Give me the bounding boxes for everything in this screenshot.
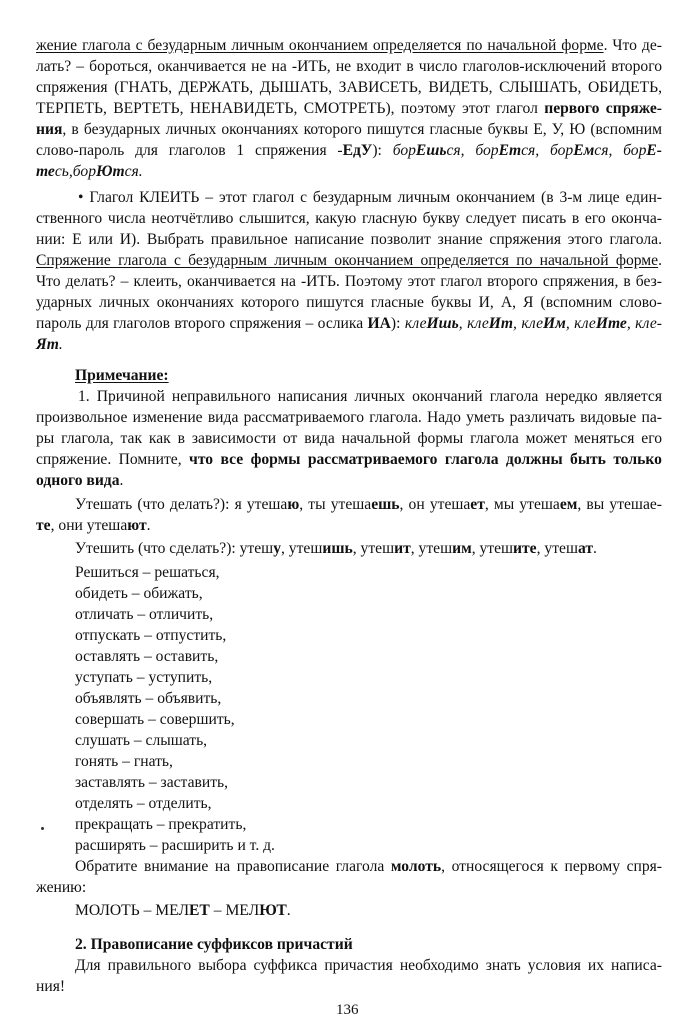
verb-stem: бор — [392, 142, 416, 159]
text-span: . — [58, 336, 63, 353]
text-line: спряжения (ГНАТЬ, ДЕРЖАТЬ, ДЫШАТЬ, ЗАВИСЕТЬ, ВИДЕТЬ, СЛЫШАТЬ, ОБИДЕТЬ, — [36, 79, 662, 96]
verb-ending: Ют — [96, 163, 125, 180]
note-heading — [75, 366, 662, 387]
text-line — [36, 162, 662, 183]
list-item: гонять – гнать, — [75, 753, 173, 770]
text-line — [75, 539, 662, 560]
verb-stem: , кле — [513, 315, 544, 332]
verb-ending: ем — [559, 496, 578, 513]
bold-text: молоть — [390, 858, 442, 875]
verb-ending: ЮТ — [259, 902, 287, 919]
text-span: . — [286, 902, 291, 919]
text-line — [36, 141, 662, 162]
text-line: лать? – бороться, оканчивается не на -ИТЬ, не входит в число глаголов-исключений второго — [36, 58, 662, 75]
bullet-line: • Глагол КЛЕИТЬ – этот глагол с безударным личным окончанием (в 3-м лице един- — [78, 189, 662, 206]
list-item: объявлять – объявить, — [75, 690, 222, 707]
list-item: расширять – расширить и т. д. — [75, 837, 275, 854]
note-title: Примечание: — [75, 367, 169, 384]
text-line: Что делать? – клеить, оканчивается на -ИТЬ. Поэтому этот глагол второго спряжения, в без- — [36, 273, 662, 290]
text-line: произвольное изменение вида рассматриваемого глагола. Надо уметь различать видовые па- — [36, 409, 662, 426]
verb-ending: ЕТ — [189, 902, 210, 919]
text-line — [36, 335, 662, 356]
text-span: , утеш — [536, 540, 578, 557]
text-line — [36, 251, 662, 272]
text-span: . — [119, 472, 124, 489]
verb-ending: ю — [287, 496, 300, 513]
verb-ending: им — [452, 540, 472, 557]
text-span: , он утеша — [399, 496, 471, 513]
text-span: , утеш — [410, 540, 453, 557]
page-number: 136 — [336, 1002, 359, 1018]
text-span: Утешать (что делать?): я утеша — [75, 496, 288, 513]
underlined-rule: жение глагола с безударным личным окончанием определяется по начальной форме — [36, 37, 604, 54]
scan-speck — [41, 827, 44, 830]
text-line — [36, 450, 662, 471]
text-span: ТЕРПЕТЬ, ВЕРТЕТЬ, НЕНАВИДЕТЬ, СМОТРЕТЬ), поэтому этот глагол — [36, 100, 545, 117]
list-item: прекращать – прекратить, — [75, 816, 247, 833]
bold-text: что все формы рассматриваемого глагола должны быть только — [189, 451, 662, 468]
text-line — [36, 99, 662, 120]
list-item: заставлять – заставить, — [75, 774, 229, 791]
verb-ending: у — [273, 540, 281, 557]
text-line — [75, 495, 662, 516]
list-item: отделять – отделить, — [75, 795, 212, 812]
verb-ending: те — [36, 163, 55, 180]
verb-stem: ся, — [594, 142, 624, 159]
verb-ending: Им — [543, 315, 566, 332]
verb-stem: бор — [623, 142, 647, 159]
bold-text: ния — [36, 121, 63, 138]
verb-stem: бор — [475, 142, 499, 159]
text-span: МОЛОТЬ – МЕЛ — [75, 902, 190, 919]
text-line — [36, 120, 662, 141]
text-span: . — [593, 540, 597, 557]
list-item: отличать – отличить, — [75, 606, 214, 623]
verb-ending: ешь — [371, 496, 400, 513]
verb-ending: ат — [577, 540, 594, 557]
bold-text: первого спряже- — [544, 100, 662, 117]
text-span: . — [146, 517, 151, 534]
text-line: ния! — [36, 978, 66, 995]
text-span: – МЕЛ — [209, 902, 260, 919]
text-span: , мы утеша — [484, 496, 560, 513]
text-line: ударных личных окончаниях которого пишутся гласные буквы И, А, Я (вспомним слово- — [36, 294, 662, 311]
verb-ending: Е- — [646, 142, 662, 159]
text-span: ): — [390, 315, 405, 332]
verb-stem: , кле- — [626, 315, 662, 332]
text-line — [36, 471, 662, 492]
section-heading: 2. Правописание суффиксов причастий — [75, 936, 353, 953]
text-line: ры глагола, так как в зависимости от вида начальной формы глагола может меняться его — [36, 430, 662, 447]
verb-ending: ет — [470, 496, 485, 513]
verb-ending: Ишь — [426, 315, 459, 332]
text-span: , утеш — [280, 540, 323, 557]
verb-stem: , кле — [565, 315, 596, 332]
underlined-rule: Спряжение глагола с безударным личным окончанием определяется по начальной форме — [36, 252, 659, 269]
text-line — [75, 901, 662, 922]
verb-stem: кле — [404, 315, 427, 332]
text-line: нии: Е или И). Выбрать правильное написание позволит знание спряжения этого глагола. — [36, 231, 662, 248]
verb-ending: ют — [127, 517, 147, 534]
verb-ending: ите — [513, 540, 537, 557]
text-line — [36, 36, 662, 57]
text-line: 1. Причиной неправильного написания личных окончаний глагола нередко является — [78, 388, 662, 405]
verb-ending: ит — [394, 540, 411, 557]
list-item: совершать – совершить, — [75, 711, 235, 728]
verb-ending: ишь — [322, 540, 353, 557]
bold-text: ИА — [367, 315, 391, 332]
verb-ending: те — [36, 517, 51, 534]
text-span: . — [658, 252, 662, 269]
text-span: , в безударных личных окончаниях которого пишутся гласные буквы Е, У, Ю (вспомним — [62, 121, 662, 138]
text-span: . Что де- — [603, 37, 662, 54]
bold-text: одного вида — [36, 472, 120, 489]
text-span: , утеш — [352, 540, 395, 557]
text-span: Обратите внимание на правописание глагола — [75, 858, 391, 875]
verb-ending: Ешь — [415, 142, 447, 159]
verb-ending: Ит — [488, 315, 514, 332]
text-span: , относящегося к первому спря- — [441, 858, 662, 875]
list-item: отпускать – отпустить, — [75, 627, 227, 644]
text-span: , ты утеша — [299, 496, 372, 513]
text-span: , утеш — [471, 540, 514, 557]
verb-stem: , кле — [458, 315, 489, 332]
list-item: слушать – слышать, — [75, 732, 208, 749]
text-span: Утешить (что сделать?): утеш — [75, 540, 274, 557]
list-item: обидеть – обижать, — [75, 585, 203, 602]
bold-text: ЕдУ — [342, 142, 373, 159]
list-item: Решиться – решаться, — [75, 564, 220, 581]
verb-stem: ся. — [124, 163, 143, 180]
text-line — [75, 857, 662, 878]
text-line — [36, 516, 662, 537]
verb-ending: Ят — [36, 336, 59, 353]
verb-stem: сь,бор — [54, 163, 97, 180]
text-span: ): — [372, 142, 393, 159]
text-span: пароль для глаголов второго спряжения – ослика — [36, 315, 368, 332]
verb-ending: Ите — [595, 315, 627, 332]
verb-stem: бор — [549, 142, 574, 159]
text-span: , они утеша — [50, 517, 128, 534]
text-line: Для правильного выбора суффикса причастия необходимо знать условия их написа- — [75, 957, 662, 974]
text-line — [36, 314, 662, 335]
text-span: слово-пароль для глаголов 1 спряжения - — [36, 142, 343, 159]
text-line: ственного числа неотчётливо слышится, какую гласную букву следует писать в его оконча- — [36, 210, 662, 227]
text-span: , вы утешае- — [577, 496, 662, 513]
list-item: оставлять – оставить, — [75, 648, 219, 665]
text-line: жению: — [36, 879, 87, 896]
list-item: уступать – уступить, — [75, 669, 213, 686]
verb-stem: ся, — [521, 142, 550, 159]
verb-ending: Ем — [573, 142, 595, 159]
text-span: спряжение. Помните, — [36, 451, 190, 468]
verb-stem: ся, — [446, 142, 476, 159]
verb-ending: Ет — [498, 142, 522, 159]
